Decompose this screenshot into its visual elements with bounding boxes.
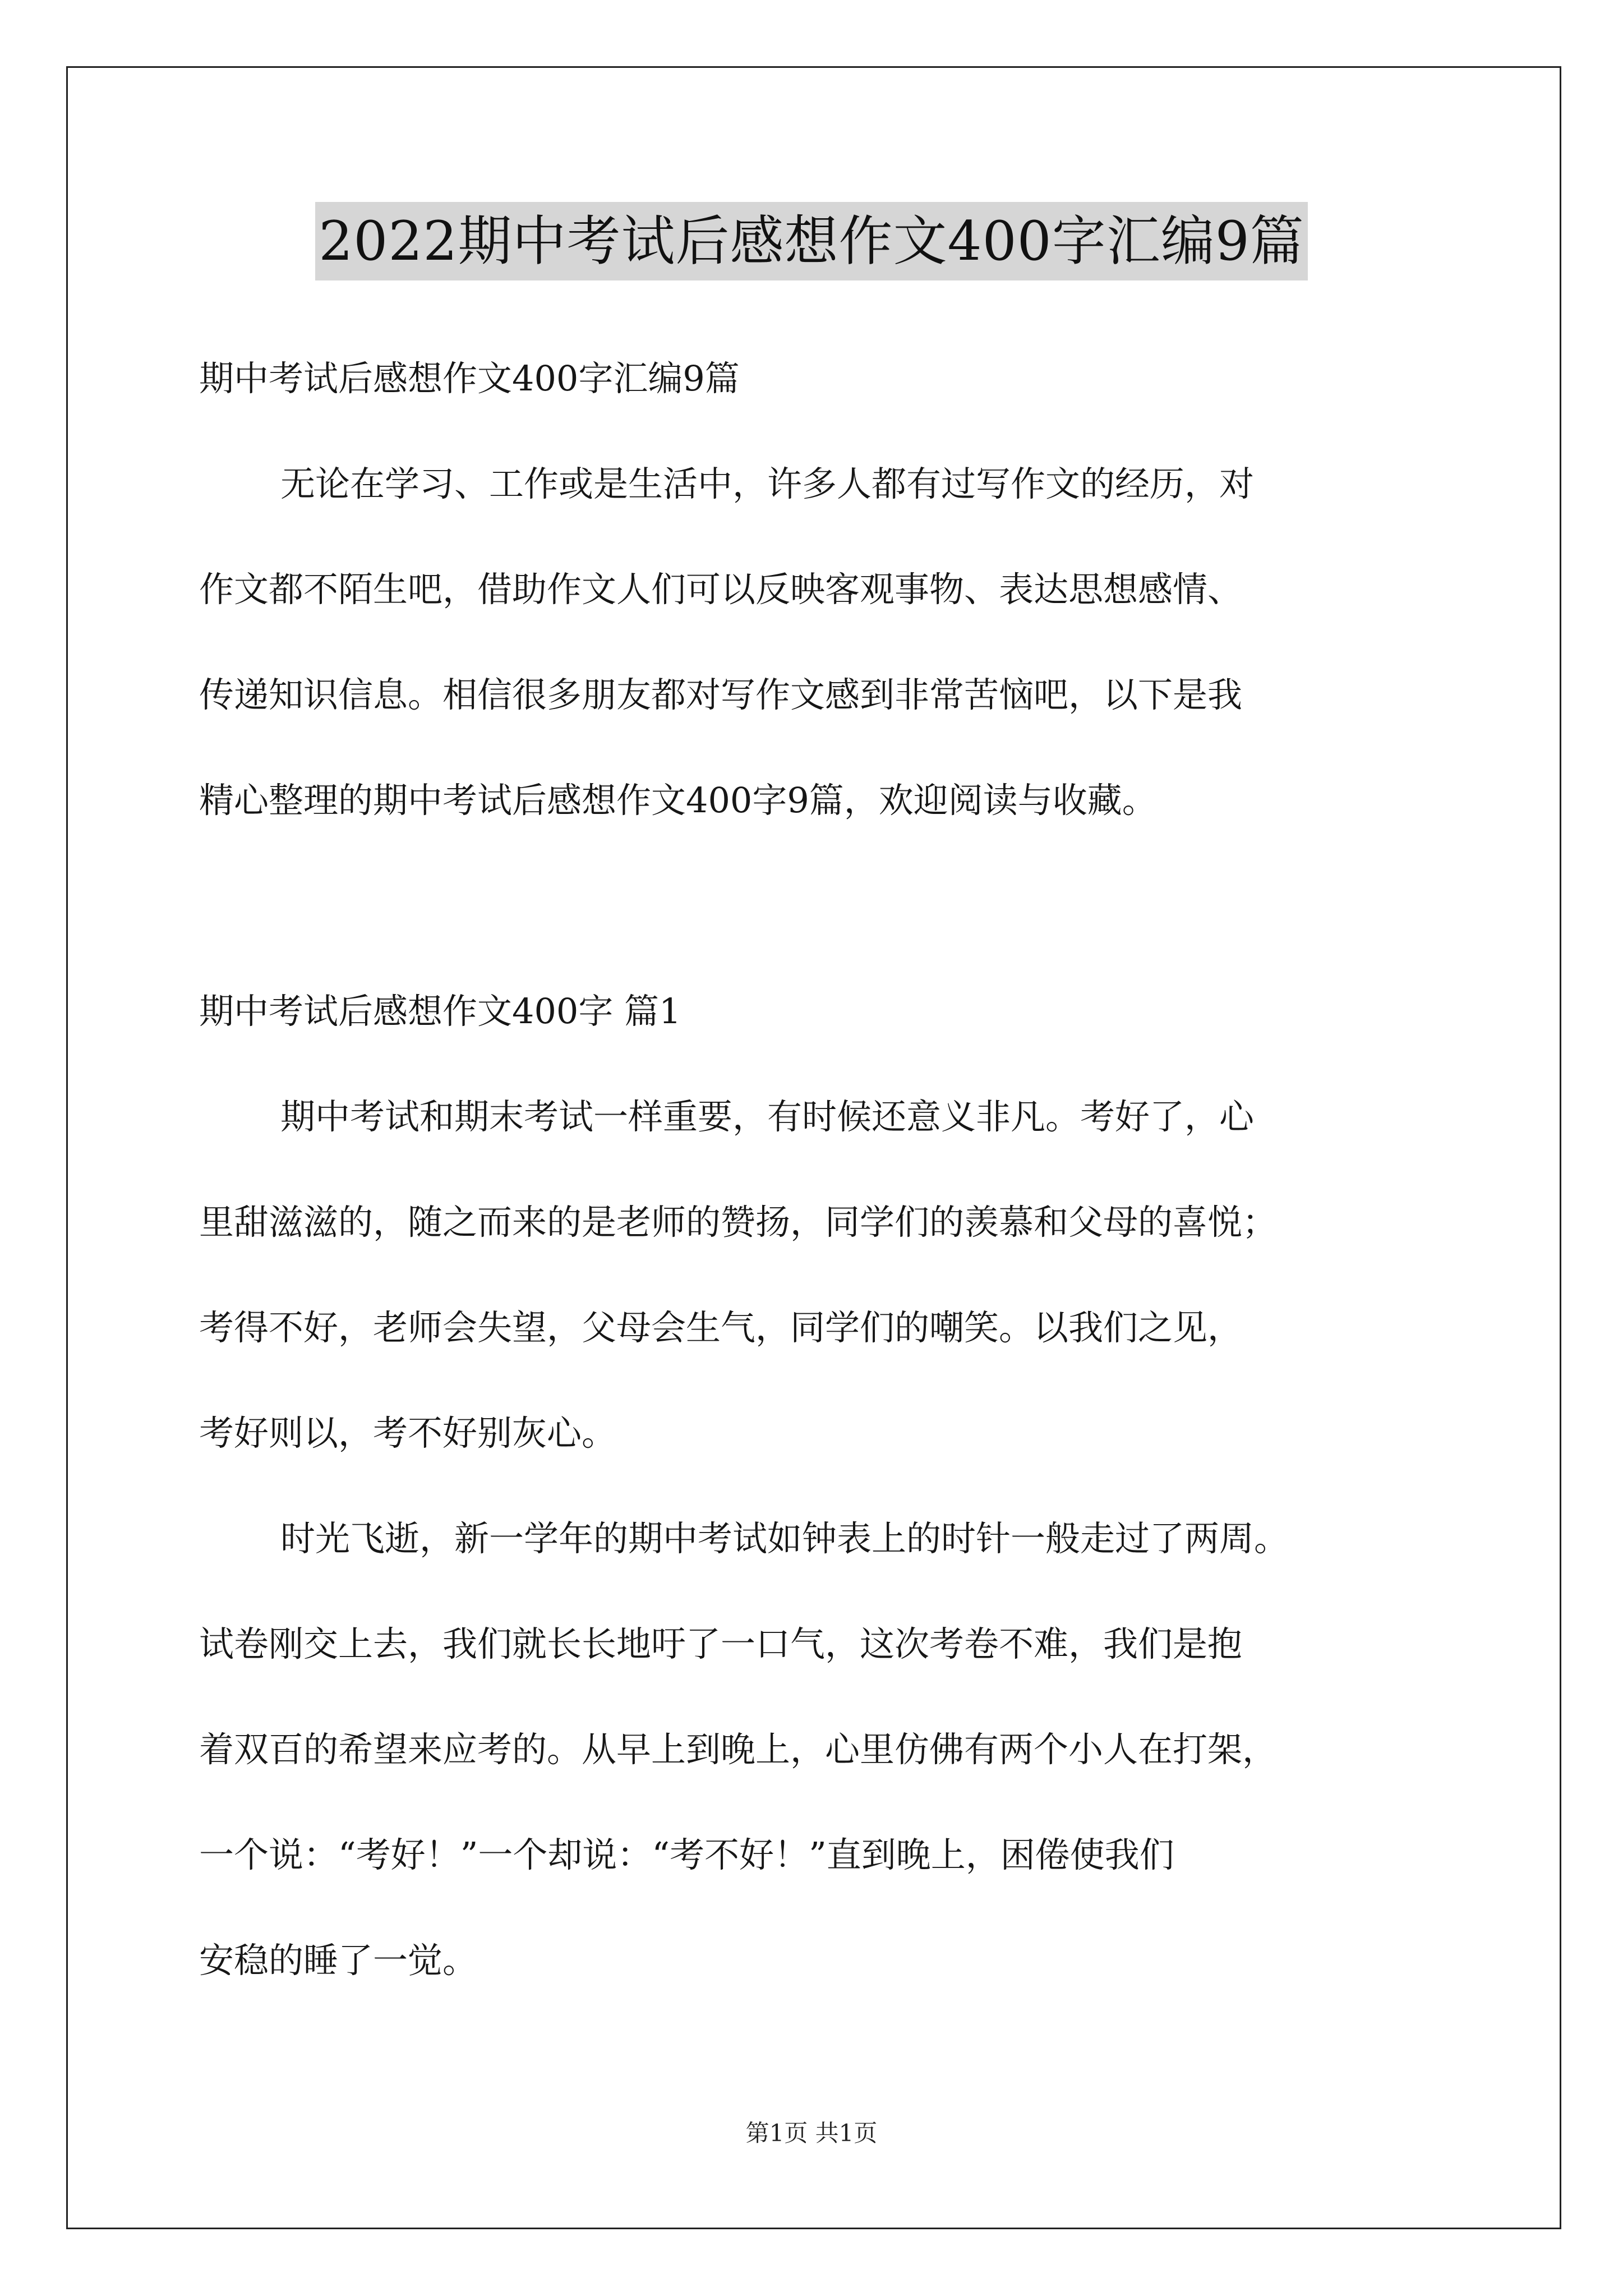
intro-line-4: 精心整理的期中考试后感想作文400字9篇，欢迎阅读与收藏。 bbox=[199, 780, 1157, 821]
document-title: 2022期中考试后感想作文400字汇编9篇 bbox=[315, 202, 1308, 280]
paragraph2-line-1: 时光飞逝，新一学年的期中考试如钟表上的时针一般走过了两周。 bbox=[280, 1518, 1289, 1559]
paragraph1-line-1: 期中考试和期末考试一样重要，有时候还意义非凡。考好了，心 bbox=[280, 1096, 1255, 1137]
page-footer: 第1页 共1页 bbox=[745, 2119, 878, 2147]
intro-line-3: 传递知识信息。相信很多朋友都对写作文感到非常苦恼吧，以下是我 bbox=[199, 674, 1243, 715]
section-heading: 期中考试后感想作文400字 篇1 bbox=[199, 991, 681, 1032]
paragraph2-line-3: 着双百的希望来应考的。从早上到晚上，心里仿佛有两个小人在打架， bbox=[199, 1729, 1278, 1770]
paragraph1-line-4: 考好则以，考不好别灰心。 bbox=[199, 1412, 617, 1453]
intro-line-2: 作文都不陌生吧，借助作文人们可以反映客观事物、表达思想感情、 bbox=[199, 569, 1243, 610]
paragraph2-line-5: 安稳的睡了一觉。 bbox=[199, 1940, 478, 1981]
paragraph1-line-2: 里甜滋滋的，随之而来的是老师的赞扬，同学们的羡慕和父母的喜悦； bbox=[199, 1202, 1278, 1243]
intro-line-1: 无论在学习、工作或是生活中，许多人都有过写作文的经历，对 bbox=[280, 463, 1255, 504]
document-subtitle: 期中考试后感想作文400字汇编9篇 bbox=[199, 358, 740, 399]
title-container bbox=[0, 202, 1623, 280]
paragraph2-line-4: 一个说：“考好！”一个却说：“考不好！”直到晚上，困倦使我们 bbox=[199, 1834, 1174, 1875]
paragraph2-line-2: 试卷刚交上去，我们就长长地吁了一口气，这次考卷不难，我们是抱 bbox=[199, 1623, 1243, 1664]
paragraph1-line-3: 考得不好，老师会失望，父母会生气，同学们的嘲笑。以我们之见， bbox=[199, 1307, 1243, 1348]
